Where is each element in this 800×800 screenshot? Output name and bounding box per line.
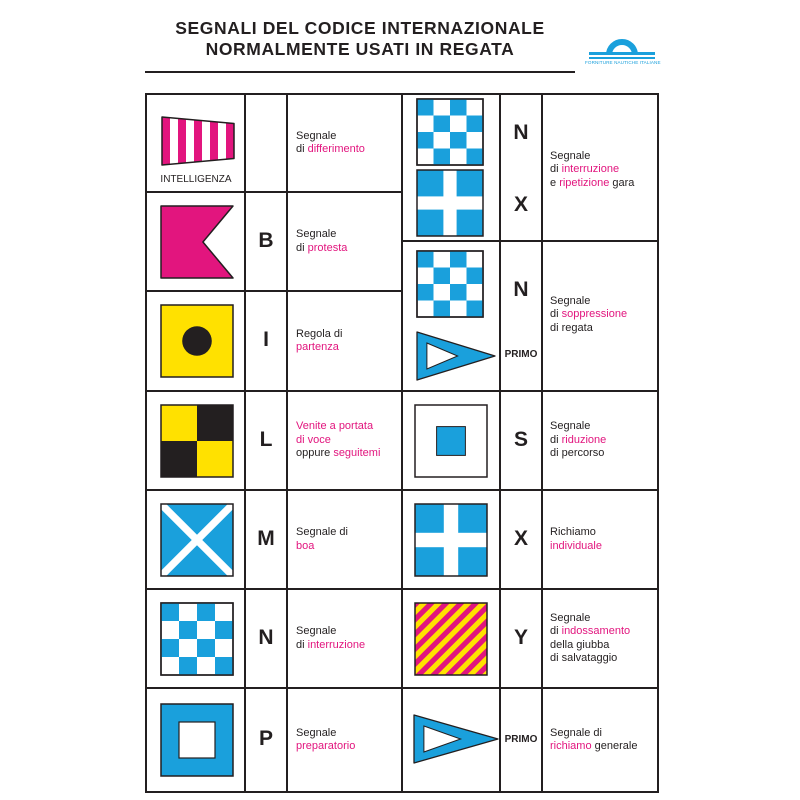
page-title (135, 18, 585, 60)
signal-description (550, 295, 627, 336)
description-text: Regola di (296, 327, 343, 340)
description-line (550, 540, 602, 554)
highlighted-text: di voce (296, 433, 331, 446)
highlighted-text: preparatorio (296, 740, 356, 752)
n-flag (416, 250, 484, 318)
x-flag (414, 503, 488, 577)
signal-description (550, 526, 602, 553)
description-text: di (550, 163, 562, 176)
flag-letter: M (257, 526, 275, 550)
description-text: di (296, 241, 308, 254)
signal-description (296, 526, 348, 553)
description-text: Richiamo (550, 526, 596, 538)
flag-letter: N (513, 278, 529, 301)
flag-letter: B (258, 228, 274, 252)
signal-description (296, 420, 380, 461)
description-line (296, 143, 365, 157)
highlighted-text: differimento (307, 143, 365, 155)
description-text: e (550, 176, 560, 189)
description-line (296, 526, 348, 540)
description-line (550, 639, 630, 653)
description-line (296, 341, 342, 355)
flag-letter: N (513, 121, 529, 144)
highlighted-text: riduzione (561, 433, 607, 446)
description-line (550, 612, 630, 626)
highlighted-text: ripetizione (559, 176, 610, 189)
description-text: oppure (296, 447, 334, 460)
description-line (296, 740, 355, 754)
description-text: Segnale di (296, 526, 348, 538)
description-text: Segnale (550, 149, 591, 162)
description-line (296, 639, 365, 653)
description-line (550, 652, 630, 666)
description-line (296, 228, 347, 242)
title-underline (145, 71, 575, 73)
highlighted-text: protesta (307, 241, 348, 254)
flag-letter: S (513, 427, 528, 451)
signal-description (296, 228, 347, 255)
signal-description (296, 130, 365, 157)
description-line (296, 625, 365, 639)
highlighted-text: indossamento (561, 625, 631, 637)
l-flag (160, 404, 234, 478)
logo-text: FORNITURE NAUTICHE ITALIANE (585, 60, 661, 65)
description-line (296, 727, 355, 741)
signal-description (296, 625, 365, 652)
highlighted-text: interruzione (561, 163, 620, 176)
description-line (550, 177, 634, 191)
description-line (550, 322, 627, 336)
highlighted-text: seguitemi (333, 447, 381, 460)
intelligenza-caption: INTELLIGENZA (160, 174, 232, 185)
description-text: Segnale (296, 129, 337, 142)
flag-letter: P (258, 727, 273, 750)
description-line (296, 540, 348, 554)
signal-description (550, 150, 634, 191)
highlighted-text: richiamo (550, 740, 592, 752)
signal-description (550, 727, 637, 754)
description-line (296, 328, 342, 342)
n-flag (160, 602, 234, 676)
description-text: di salvataggio (550, 652, 618, 664)
signal-description (296, 727, 355, 754)
primo-label: PRIMO (504, 734, 538, 745)
description-text: Segnale (296, 228, 337, 240)
description-line (550, 150, 634, 164)
description-line (550, 727, 637, 741)
description-text: Segnale (550, 294, 591, 307)
title-line-1: SEGNALI DEL CODICE INTERNAZIONALE (175, 18, 545, 38)
description-line (550, 295, 627, 309)
description-text: Segnale (550, 611, 591, 624)
y-flag (414, 602, 488, 676)
description-line (550, 625, 630, 639)
title-line-2: NORMALMENTE USATI IN REGATA (205, 39, 515, 59)
primo-label: PRIMO (504, 349, 538, 360)
description-line (550, 434, 606, 448)
s-flag (414, 404, 488, 478)
description-line (296, 130, 365, 144)
description-text: di regata (550, 321, 593, 334)
signals-table (145, 93, 659, 793)
description-line (296, 447, 380, 461)
description-text: Segnale di (550, 726, 602, 739)
description-text: gara (609, 176, 635, 189)
description-text: di (550, 308, 562, 321)
description-text: di percorso (550, 447, 605, 460)
description-text: Segnale (296, 625, 337, 637)
b-flag (160, 205, 234, 279)
signal-description (296, 328, 342, 355)
x-flag (416, 169, 484, 237)
highlighted-text: partenza (296, 341, 339, 353)
p-flag (160, 703, 234, 777)
description-line (550, 447, 606, 461)
description-line (550, 526, 602, 540)
description-text: generale (591, 740, 638, 752)
description-text: di (550, 433, 562, 446)
flag-letter: N (258, 625, 274, 649)
description-text: Segnale (550, 420, 591, 433)
flag-letter: X (513, 193, 528, 216)
flag-letter: X (513, 526, 528, 550)
description-line (296, 420, 380, 434)
first-substitute-pennant (416, 331, 496, 381)
flag-letter: Y (513, 625, 528, 649)
description-line (550, 163, 634, 177)
highlighted-text: interruzione (307, 638, 366, 651)
description-line (550, 308, 627, 322)
m-flag (160, 503, 234, 577)
description-line (296, 242, 347, 256)
brand-logo (585, 31, 659, 73)
description-text: di (296, 638, 308, 651)
highlighted-text: soppressione (561, 308, 628, 321)
highlighted-text: Venite a portata (296, 420, 374, 433)
description-text: di (296, 143, 308, 155)
description-line (296, 434, 380, 448)
intelligenza-flag (161, 116, 235, 166)
signal-description (550, 420, 606, 461)
description-text: Segnale (296, 726, 337, 739)
flag-letter: I (263, 328, 269, 351)
description-line (550, 420, 606, 434)
first-substitute-pennant (413, 714, 499, 764)
signal-description (550, 612, 630, 666)
lifebuoy-icon (585, 31, 659, 61)
description-text: di (550, 625, 562, 637)
flag-letter: L (259, 427, 273, 451)
description-text: della giubba (550, 638, 610, 651)
highlighted-text: boa (296, 539, 315, 552)
description-line (550, 740, 637, 754)
n-flag (416, 98, 484, 166)
i-flag (160, 304, 234, 378)
highlighted-text: individuale (550, 539, 602, 552)
